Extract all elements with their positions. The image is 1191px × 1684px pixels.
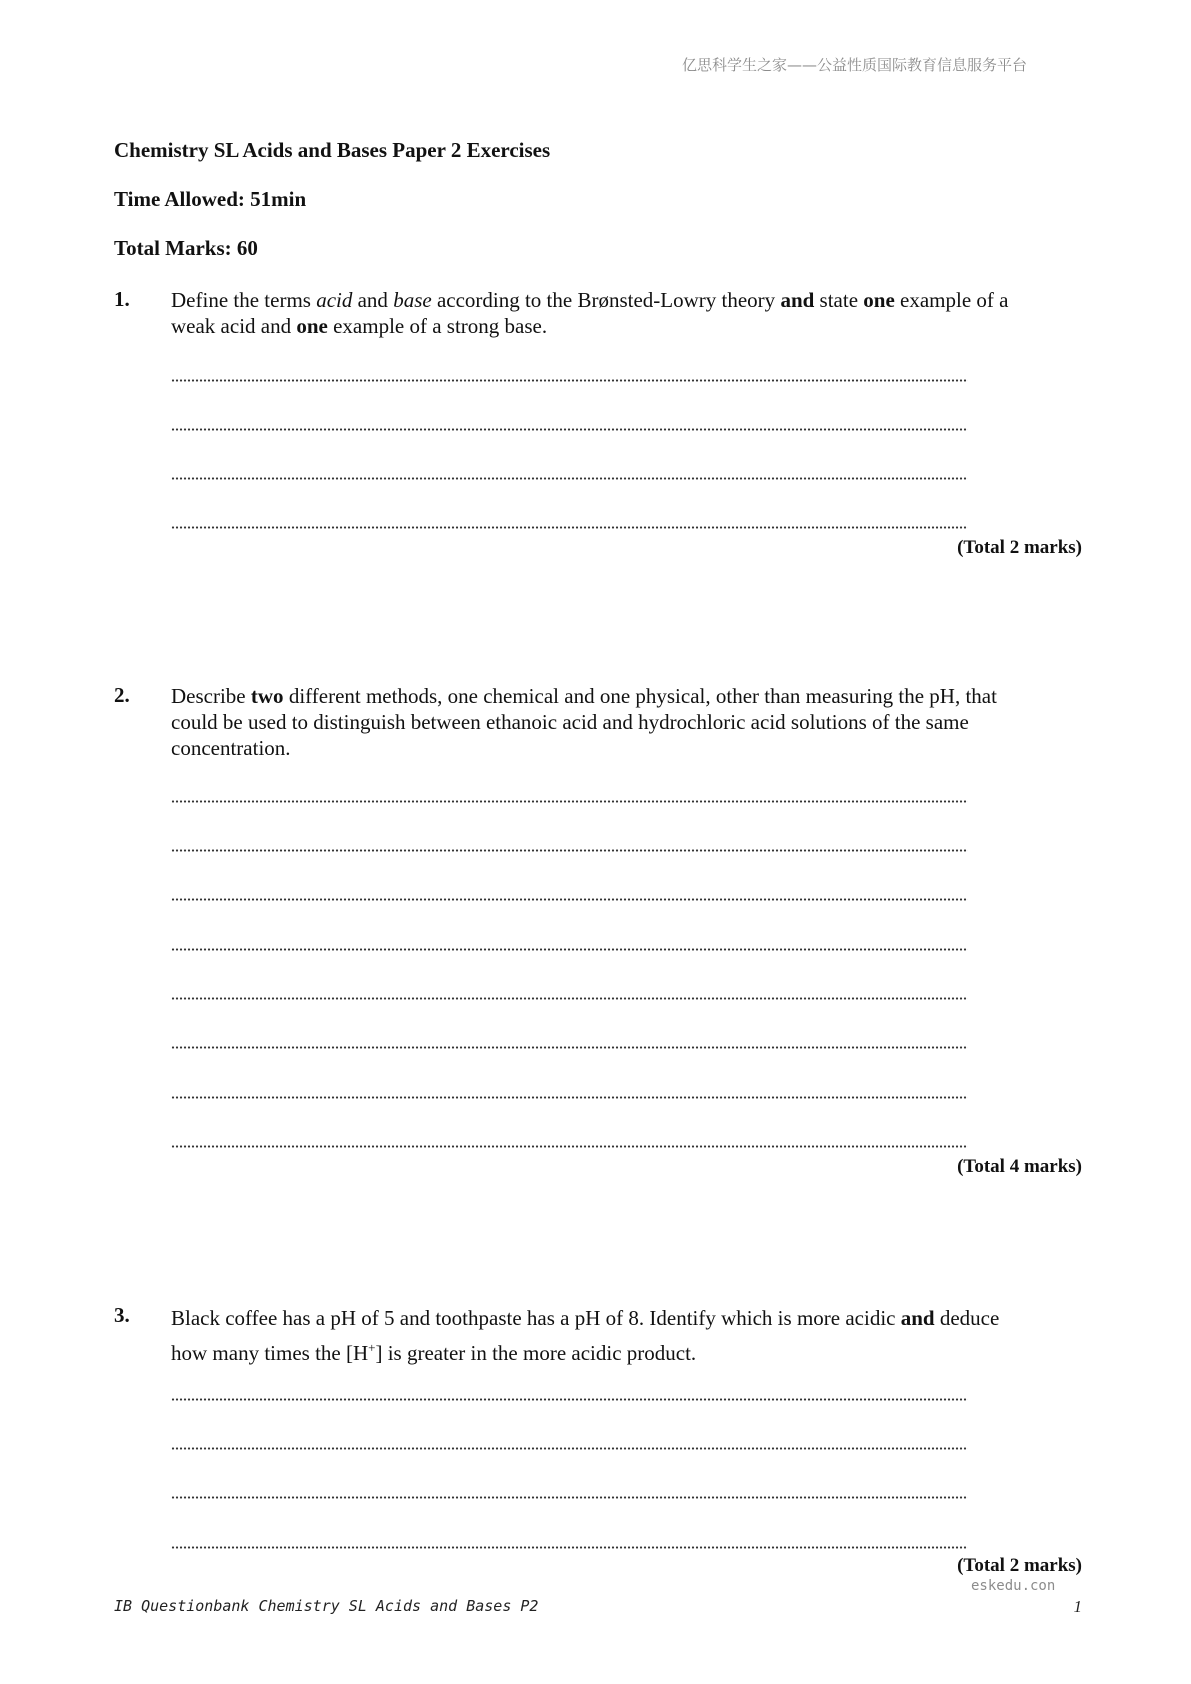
question-1-total: (Total 2 marks)	[957, 537, 1082, 558]
answer-line[interactable]	[171, 379, 968, 382]
answer-line[interactable]	[171, 526, 968, 529]
answer-line[interactable]	[171, 1096, 968, 1099]
answer-line[interactable]	[171, 898, 968, 901]
answer-line[interactable]	[171, 800, 968, 803]
total-marks: Total Marks: 60	[114, 236, 258, 260]
question-1-number: 1.	[114, 287, 130, 311]
question-2-total: (Total 4 marks)	[957, 1156, 1082, 1177]
answer-line[interactable]	[171, 1046, 968, 1049]
answer-line[interactable]	[171, 1546, 968, 1549]
question-3-text: Black coffee has a pH of 5 and toothpaste has a pH of 8. Identify which is more acidic and deduce how many times the [H+] is greater in the more acidic product.	[171, 1306, 1000, 1365]
answer-line[interactable]	[171, 1398, 968, 1401]
answer-line[interactable]	[171, 428, 968, 431]
answer-line[interactable]	[171, 477, 968, 480]
footer-source: IB Questionbank Chemistry SL Acids and Bases P2	[114, 1597, 539, 1615]
time-allowed: Time Allowed: 51min	[114, 187, 307, 211]
answer-line[interactable]	[171, 1145, 968, 1148]
answer-line[interactable]	[171, 1496, 968, 1499]
footer-site: eskedu.con	[971, 1578, 1056, 1594]
question-2-text: Describe two different methods, one chemical and one physical, other than measuring the pH, that could be used to distinguish between ethanoic acid and hydrochloric acid solutions of the same concentration.	[171, 684, 997, 760]
document-title: Chemistry SL Acids and Bases Paper 2 Exercises	[114, 138, 551, 162]
answer-line[interactable]	[171, 1447, 968, 1450]
watermark-text: 亿思科学生之家——公益性质国际教育信息服务平台	[682, 56, 1028, 74]
question-2-number: 2.	[114, 683, 130, 707]
answer-line[interactable]	[171, 849, 968, 852]
answer-line[interactable]	[171, 997, 968, 1000]
question-3-total: (Total 2 marks)	[957, 1555, 1082, 1576]
page-number: 1	[1073, 1597, 1082, 1616]
question-3-number: 3.	[114, 1303, 130, 1327]
question-1-text: Define the terms acid and base according to the Brønsted-Lowry theory and state one example of a weak acid and one example of a strong base.	[171, 288, 1009, 338]
answer-line[interactable]	[171, 948, 968, 951]
